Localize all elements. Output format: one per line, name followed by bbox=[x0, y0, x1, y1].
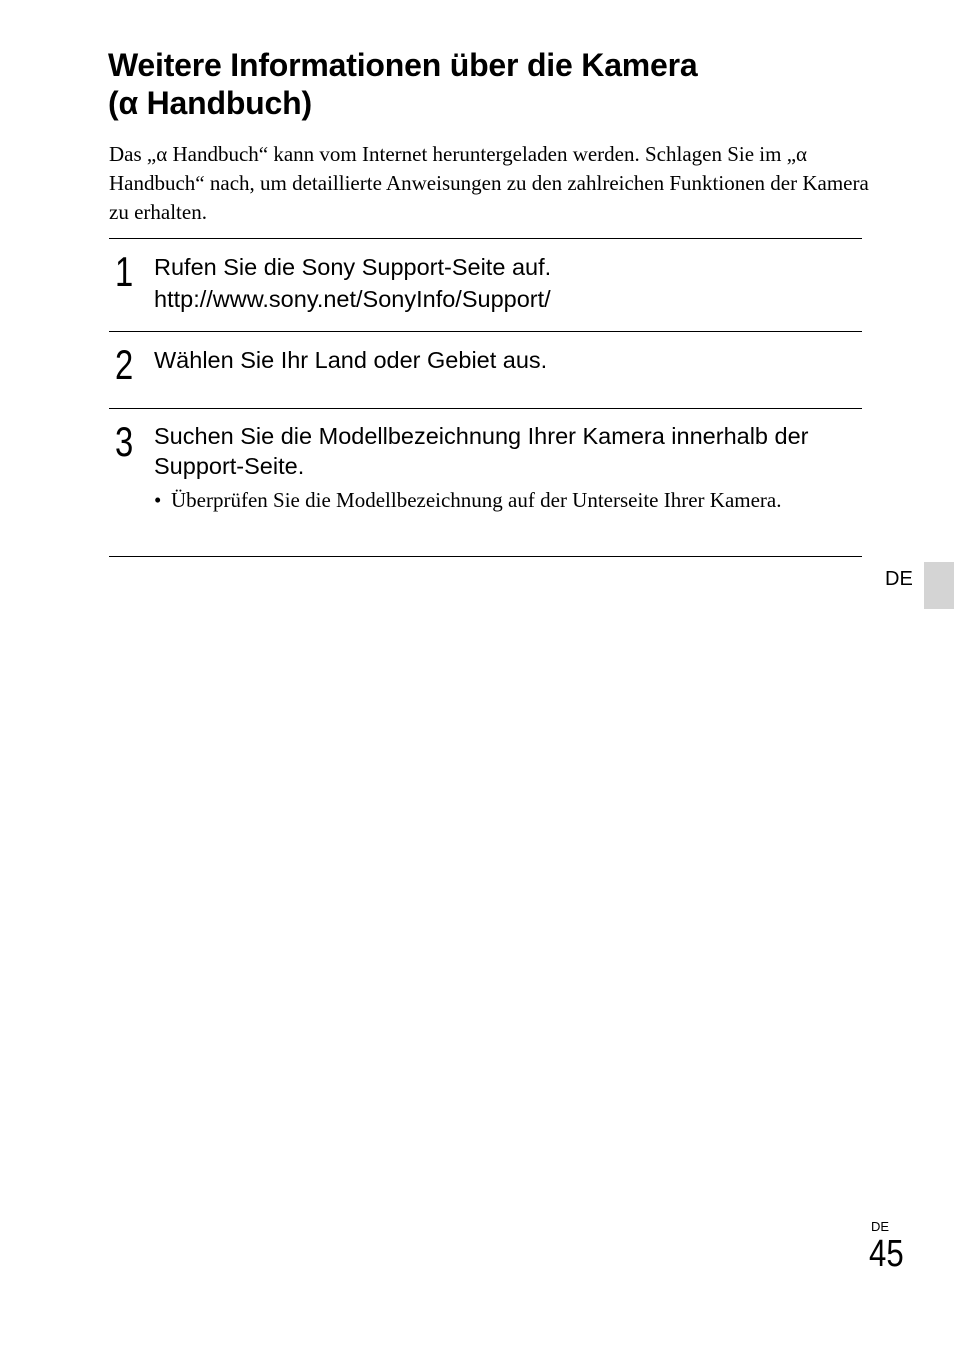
step-2 bbox=[109, 331, 862, 408]
step-body bbox=[154, 344, 862, 376]
step-1 bbox=[109, 238, 862, 331]
support-url-link[interactable]: http://www.sony.net/SonyInfo/Support/ bbox=[154, 286, 551, 312]
step-text: Suchen Sie die Modellbezeichnung Ihrer Kamera innerhalb der Support-Seite. bbox=[154, 423, 809, 479]
intro-paragraph: Das „α Handbuch“ kann vom Internet heruntergeladen werden. Schlagen Sie im „α Handbuch“ nach, um detaillierte Anweisungen zu den zahlreichen Funktionen der Kamera zu erhalten. bbox=[109, 142, 869, 224]
step-body bbox=[154, 421, 862, 515]
bullet-icon: • bbox=[154, 488, 162, 512]
step-text: Rufen Sie die Sony Support-Seite auf. bbox=[154, 254, 552, 280]
page-title bbox=[108, 46, 698, 122]
title-line-1: Weitere Informationen über die Kamera bbox=[108, 47, 698, 83]
title-line-2: (α Handbuch) bbox=[108, 85, 312, 121]
page-number: 45 bbox=[869, 1233, 904, 1275]
step-number: 3 bbox=[115, 418, 134, 465]
step-text: Wählen Sie Ihr Land oder Gebiet aus. bbox=[154, 347, 548, 373]
step-note bbox=[154, 486, 862, 515]
step-body bbox=[154, 251, 862, 315]
step-number: 1 bbox=[115, 248, 134, 295]
footer-language: DE bbox=[871, 1219, 890, 1234]
steps-list bbox=[109, 238, 862, 557]
language-side-label: DE bbox=[885, 568, 913, 590]
note-text: Überprüfen Sie die Modellbezeichnung auf der Unterseite Ihrer Kamera. bbox=[171, 488, 782, 512]
step-3 bbox=[109, 408, 862, 557]
step-number: 2 bbox=[115, 341, 134, 388]
language-side-tab bbox=[924, 562, 954, 609]
